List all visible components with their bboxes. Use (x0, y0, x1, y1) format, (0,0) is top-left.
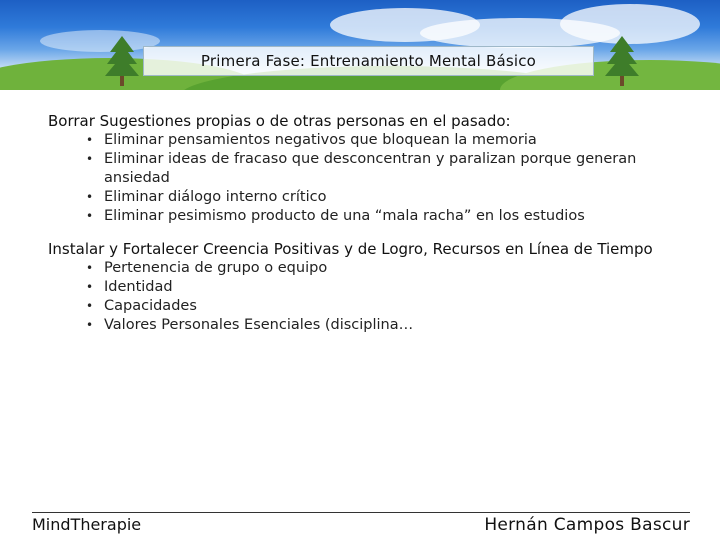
list-item (86, 259, 688, 278)
footer-divider (32, 512, 690, 513)
bullet-icon: • (86, 209, 94, 223)
bullet-icon: • (86, 133, 94, 147)
bullet-list (48, 131, 688, 226)
list-item (86, 150, 688, 188)
tree-icon (604, 36, 640, 86)
list-item-text: Eliminar diálogo interno crítico (104, 189, 327, 205)
footer-brand: MindTherapie (32, 515, 142, 534)
header-banner (0, 0, 720, 90)
footer-author: Hernán Campos Bascur (484, 515, 690, 535)
list-item-text: Identidad (104, 279, 173, 295)
bullet-icon: • (86, 280, 94, 294)
section-heading: Borrar Sugestiones propias o de otras personas en el pasado: (48, 112, 511, 130)
bullet-icon: • (86, 190, 94, 204)
bullet-icon: • (86, 152, 94, 166)
slide-content (48, 112, 688, 335)
bullet-icon: • (86, 299, 94, 313)
section-instalar (48, 240, 688, 335)
bullet-icon: • (86, 318, 94, 332)
bullet-list (48, 259, 688, 335)
tree-icon (104, 36, 140, 86)
section-heading: Instalar y Fortalecer Creencia Positivas y de Logro, Recursos en Línea de Tiempo (48, 240, 653, 258)
cloud-icon (40, 30, 160, 52)
list-item-text: Eliminar ideas de fracaso que desconcentran y paralizan porque generan ansiedad (104, 151, 637, 186)
list-item-text: Pertenencia de grupo o equipo (104, 260, 328, 276)
bullet-icon: • (86, 261, 94, 275)
list-item-text: Valores Personales Esenciales (disciplina… (104, 317, 414, 333)
list-item (86, 297, 688, 316)
list-item (86, 316, 688, 335)
slide-title: Primera Fase: Entrenamiento Mental Básico (143, 46, 594, 76)
list-item (86, 278, 688, 297)
list-item (86, 131, 688, 150)
list-item (86, 188, 688, 207)
list-item-text: Eliminar pensamientos negativos que bloquean la memoria (104, 132, 537, 148)
section-borrar (48, 112, 688, 226)
list-item (86, 207, 688, 226)
list-item-text: Eliminar pesimismo producto de una “mala racha” en los estudios (104, 208, 585, 224)
list-item-text: Capacidades (104, 298, 197, 314)
